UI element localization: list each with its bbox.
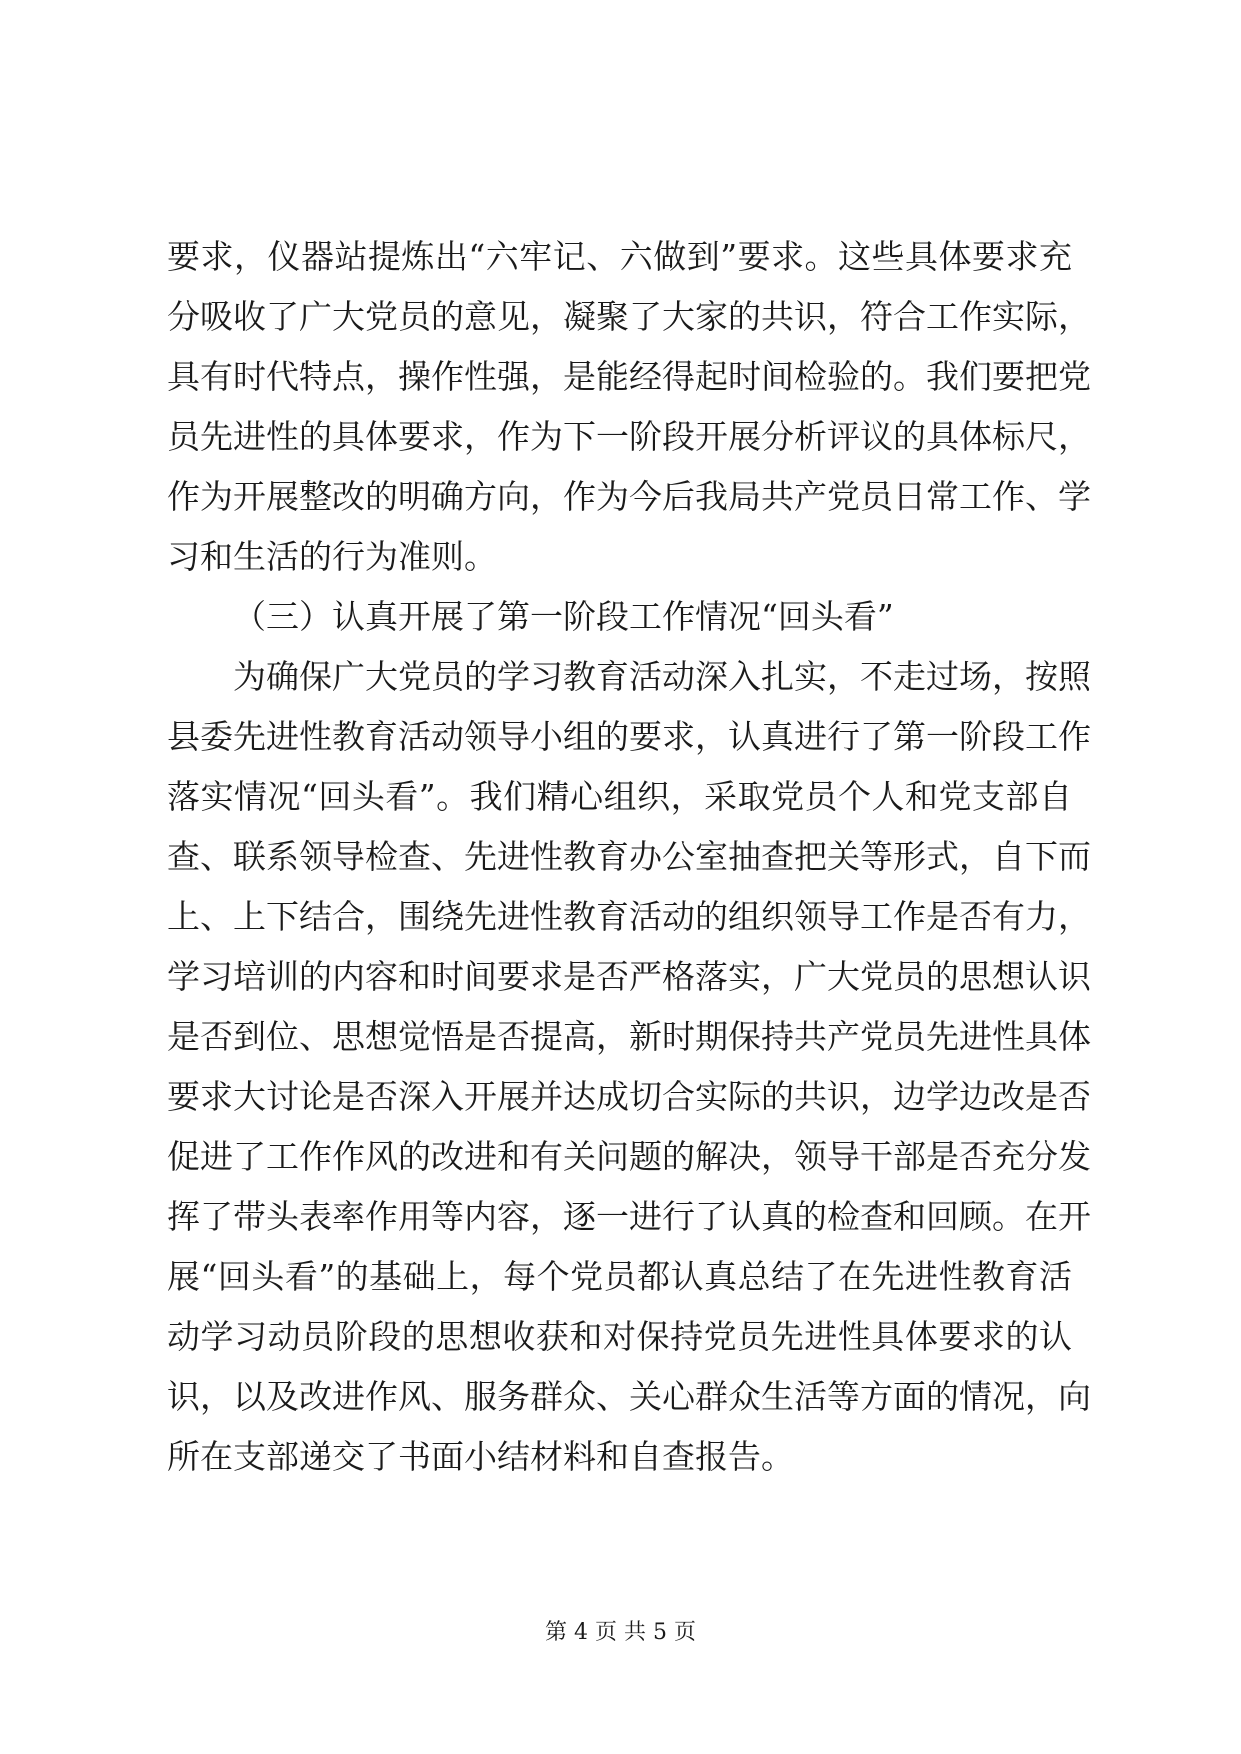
- paragraph-line: 上、上下结合，围绕先进性教育活动的组织领导工作是否有力，: [167, 897, 1091, 936]
- paragraph-line: 落实情况“回头看”。我们精心组织，采取党员个人和党支部自: [167, 777, 1072, 816]
- paragraph-line: 习和生活的行为准则。: [167, 537, 497, 576]
- paragraph-line: 促进了工作作风的改进和有关问题的解决，领导干部是否充分发: [167, 1137, 1091, 1176]
- paragraph-line: 为确保广大党员的学习教育活动深入扎实，不走过场，按照: [233, 657, 1091, 696]
- paragraph-line: 挥了带头表率作用等内容，逐一进行了认真的检查和回顾。在开: [167, 1197, 1091, 1236]
- paragraph-line: 要求大讨论是否深入开展并达成切合实际的共识，边学边改是否: [167, 1077, 1091, 1116]
- paragraph-line: 员先进性的具体要求，作为下一阶段开展分析评议的具体标尺，: [167, 417, 1091, 456]
- paragraph-line: 是否到位、思想觉悟是否提高，新时期保持共产党员先进性具体: [167, 1017, 1091, 1056]
- paragraph-line: 学习培训的内容和时间要求是否严格落实，广大党员的思想认识: [167, 957, 1091, 996]
- paragraph-line: 要求，仪器站提炼出“六牢记、六做到”要求。这些具体要求充: [167, 237, 1072, 276]
- paragraph-line: 作为开展整改的明确方向，作为今后我局共产党员日常工作、学: [167, 477, 1091, 516]
- paragraph-line: 动学习动员阶段的思想收获和对保持党员先进性具体要求的认: [167, 1317, 1072, 1356]
- paragraph-line: 查、联系领导检查、先进性教育办公室抽查把关等形式，自下而: [167, 837, 1091, 876]
- paragraph-line: 具有时代特点，操作性强，是能经得起时间检验的。我们要把党: [167, 357, 1091, 396]
- paragraph-line: 识，以及改进作风、服务群众、关心群众生活等方面的情况，向: [167, 1377, 1091, 1416]
- page-footer: 第 4 页 共 5 页: [545, 1620, 696, 1645]
- section-heading: （三）认真开展了第一阶段工作情况“回头看”: [233, 597, 894, 636]
- paragraph-line: 分吸收了广大党员的意见，凝聚了大家的共识，符合工作实际，: [167, 297, 1091, 336]
- paragraph-line: 展“回头看”的基础上，每个党员都认真总结了在先进性教育活: [167, 1257, 1072, 1296]
- paragraph-line: 县委先进性教育活动领导小组的要求，认真进行了第一阶段工作: [167, 717, 1091, 756]
- paragraph-line: 所在支部递交了书面小结材料和自查报告。: [167, 1437, 794, 1476]
